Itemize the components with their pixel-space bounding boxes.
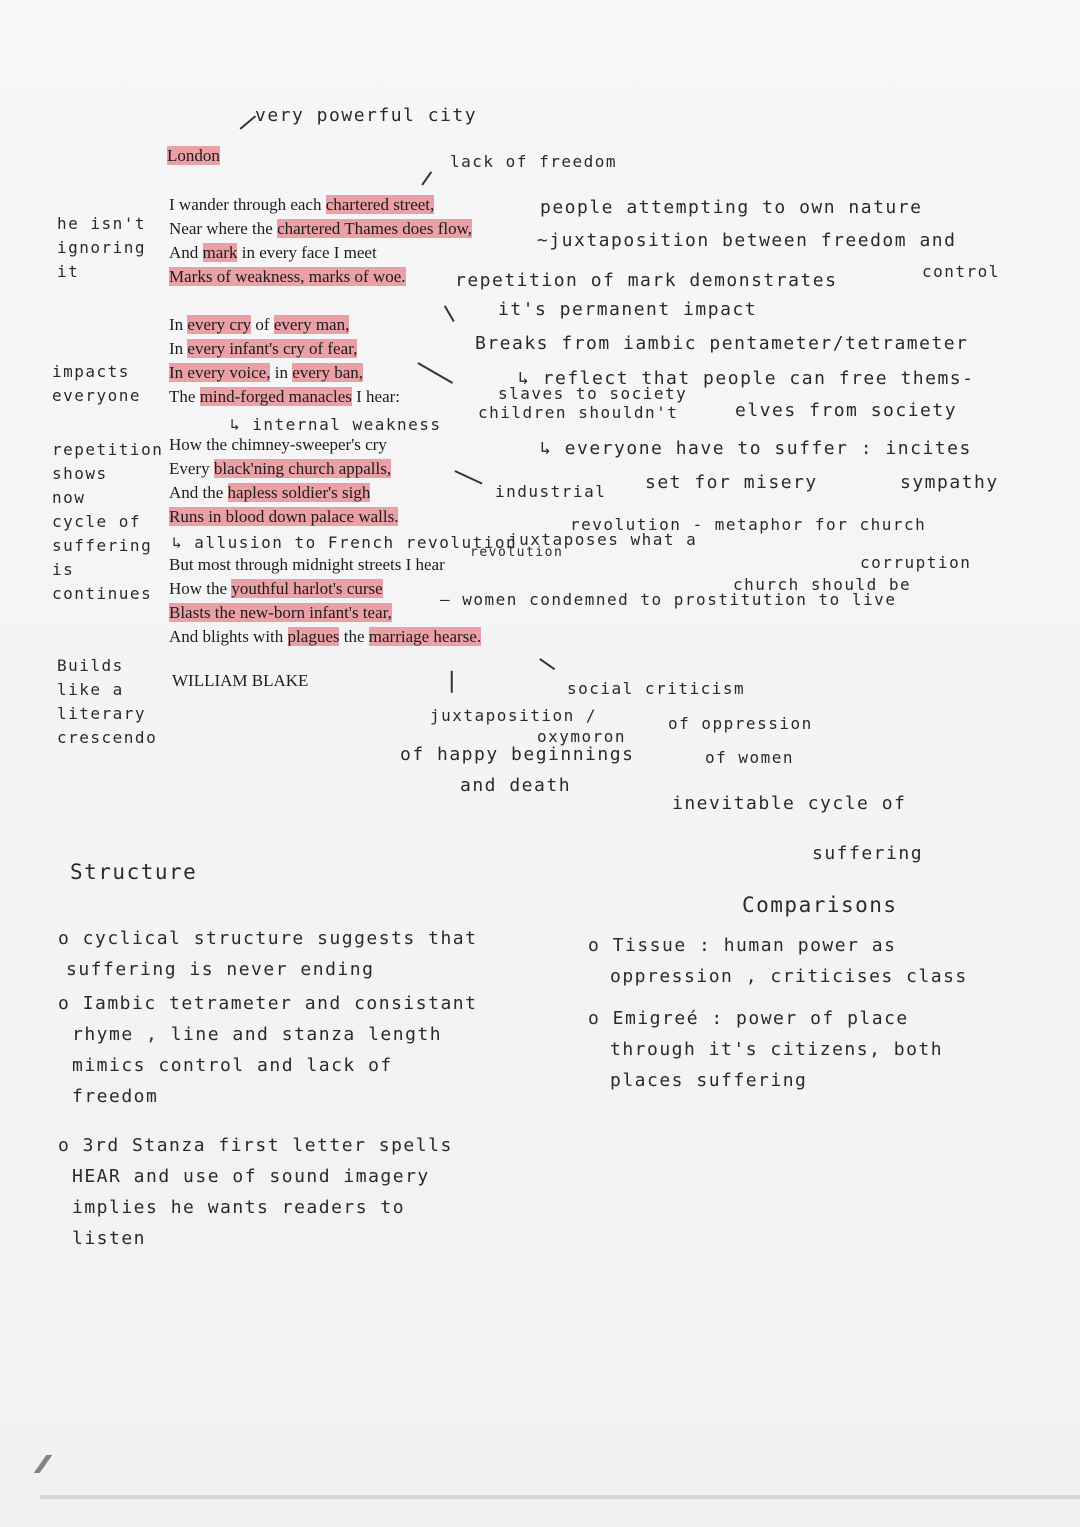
poem-text: How the chimney-sweeper's cry <box>169 435 387 454</box>
margin-note-impacts <box>52 362 141 410</box>
margin-note-line: continues <box>52 584 153 603</box>
comparison-line: o Tissue : human power as <box>588 935 897 956</box>
comparison-line: o Emigreé : power of place <box>588 1008 909 1029</box>
pen-stroke <box>421 171 431 185</box>
margin-note-line: repetition <box>52 440 164 459</box>
poem-text: In <box>169 315 188 334</box>
note-social-criticism: social criticism <box>567 679 746 698</box>
note-sympathy: sympathy <box>900 472 999 493</box>
poem-text: But most through midnight streets I hear <box>169 555 445 574</box>
poem-text: I wander through each <box>169 195 326 214</box>
note-everyone-suffer: ↳ everyone have to suffer : incites <box>540 438 972 459</box>
structure-line: o cyclical structure suggests that <box>58 928 478 949</box>
poem-line <box>169 313 349 337</box>
highlighted-phrase: youthful harlot's curse <box>231 579 383 598</box>
note-very-powerful: very powerful city <box>255 105 478 126</box>
poem-line <box>169 265 406 289</box>
poem-line <box>169 457 391 481</box>
poem-line <box>169 385 400 409</box>
poem-line <box>169 241 377 265</box>
structure-line: suffering is never ending <box>66 959 375 980</box>
poem-text: The <box>169 387 200 406</box>
highlighted-phrase: mind-forged manacles <box>199 387 352 406</box>
highlighted-phrase: Marks of weakness, marks of woe. <box>169 267 406 286</box>
poem-line <box>169 433 387 457</box>
note-oppression: of oppression <box>668 714 813 733</box>
poem-line <box>169 193 434 217</box>
note-allusion: ↳ allusion to French revolution <box>172 533 518 552</box>
margin-note-line: crescendo <box>57 728 158 747</box>
highlighted-phrase: Runs in blood down palace walls. <box>169 507 399 526</box>
note-and-death: and death <box>460 775 572 796</box>
poem-line <box>169 505 398 529</box>
poem-text: of <box>251 315 274 334</box>
highlighted-phrase: every ban, <box>292 363 364 382</box>
structure-line: freedom <box>72 1086 159 1107</box>
paper-fold-mark <box>34 1455 83 1473</box>
poem-line <box>169 577 383 601</box>
poem-text: in every face I meet <box>237 243 377 262</box>
margin-note-repetition <box>52 440 163 608</box>
comparison-line: places suffering <box>610 1070 808 1091</box>
note-suffering: suffering <box>812 843 924 864</box>
poem-line <box>169 601 392 625</box>
poem-text: How the <box>169 579 232 598</box>
margin-note-line: like a <box>57 680 124 699</box>
structure-line: HEAR and use of sound imagery <box>72 1166 430 1187</box>
pen-stroke <box>540 658 556 670</box>
poem-text: And the <box>169 483 228 502</box>
note-lack-freedom: lack of freedom <box>450 152 617 171</box>
highlighted-phrase: every man, <box>273 315 350 334</box>
structure-line: listen <box>72 1228 147 1249</box>
margin-note-line: he isn't <box>57 214 147 233</box>
poem-text: And blights with <box>169 627 288 646</box>
structure-line: mimics control and lack of <box>72 1055 393 1076</box>
poem-line <box>169 337 357 361</box>
poem-text: Every <box>169 459 214 478</box>
highlighted-phrase: Blasts the new-born infant's tear, <box>169 603 392 622</box>
note-juxtaposes: juxtaposes what a <box>508 530 698 549</box>
highlighted-phrase: chartered Thames does flow, <box>277 219 473 238</box>
poem-title: London <box>167 146 220 165</box>
margin-note-line: everyone <box>52 386 142 405</box>
comparisons-heading: Comparisons <box>742 893 898 917</box>
comparison-line: through it's citizens, both <box>610 1039 944 1060</box>
margin-note-ignoring <box>57 214 146 286</box>
poem-text: In <box>169 339 188 358</box>
poem-author: WILLIAM BLAKE <box>172 671 309 690</box>
note-juxtaposition: juxtaposition / <box>430 706 597 725</box>
note-control: control <box>922 262 1000 281</box>
poem-text: And <box>169 243 203 262</box>
margin-note-line: impacts <box>52 362 130 381</box>
structure-line: o 3rd Stanza first letter spells <box>58 1135 453 1156</box>
margin-note-line: suffering <box>52 536 153 555</box>
pen-stroke <box>455 470 483 484</box>
poem-text: in <box>270 363 293 382</box>
highlighted-phrase: In every voice, <box>169 363 271 382</box>
pen-stroke <box>240 115 256 129</box>
margin-note-line: it <box>57 262 80 281</box>
note-industrial: industrial <box>495 482 607 501</box>
pen-stroke <box>451 671 453 693</box>
note-repetition-mark: repetition of mark demonstrates <box>455 270 838 291</box>
highlighted-phrase: every cry <box>187 315 252 334</box>
poem-line <box>169 217 472 241</box>
margin-note-line: cycle of <box>52 512 142 531</box>
note-women-condemned: — women condemned to prostitution to live <box>440 590 897 609</box>
note-corruption: corruption <box>860 553 972 572</box>
note-breaks-iambic: Breaks from iambic pentameter/tetrameter <box>475 333 969 354</box>
note-reflect: ↳ reflect that people can free thems- <box>518 368 975 389</box>
highlighted-phrase: marriage hearse. <box>368 627 482 646</box>
poem-line <box>169 481 370 505</box>
note-people-own: people attempting to own nature <box>540 197 923 218</box>
structure-line: o Iambic tetrameter and consistant <box>58 993 478 1014</box>
note-church-should: church should be <box>733 575 912 594</box>
structure-line: rhyme , line and stanza length <box>72 1024 443 1045</box>
highlighted-phrase: mark <box>202 243 238 262</box>
note-revolution-metaphor: revolution - metaphor for church <box>570 515 927 534</box>
margin-note-line: literary <box>57 704 147 723</box>
note-selves: elves from society <box>735 400 958 421</box>
page-edge-shadow <box>40 1495 1080 1499</box>
poem-text: Near where the <box>169 219 278 238</box>
margin-note-line: shows <box>52 464 108 483</box>
pen-stroke <box>418 362 453 383</box>
note-inevitable: inevitable cycle of <box>672 793 907 814</box>
poem-text: I hear: <box>351 387 400 406</box>
highlighted-phrase: hapless soldier's sigh <box>227 483 371 502</box>
note-slaves: slaves to society <box>498 384 688 403</box>
poem-line <box>169 361 363 385</box>
note-internal-weakness: ↳ internal weakness <box>230 415 442 434</box>
note-set-for-misery: set for misery <box>645 472 818 493</box>
highlighted-phrase: black'ning church appalls, <box>213 459 392 478</box>
highlighted-phrase: every infant's cry of fear, <box>187 339 358 358</box>
note-children: children shouldn't <box>478 403 679 422</box>
poem-line <box>169 553 445 577</box>
comparison-line: oppression , criticises class <box>610 966 968 987</box>
note-of-women: of women <box>705 748 795 767</box>
margin-note-crescendo <box>57 656 157 752</box>
highlighted-phrase: plagues <box>287 627 340 646</box>
note-oxymoron: oxymoron <box>537 727 627 746</box>
margin-note-line: Builds <box>57 656 124 675</box>
note-happy-beginnings: of happy beginnings <box>400 744 635 765</box>
structure-heading: Structure <box>70 860 198 884</box>
poem-text: the <box>339 627 369 646</box>
note-juxta-freedom: ~juxtaposition between freedom and <box>537 230 957 251</box>
margin-note-line: now <box>52 488 86 507</box>
highlighted-phrase: chartered street, <box>325 195 435 214</box>
note-revolution-small: revolution <box>470 545 564 560</box>
structure-line: implies he wants readers to <box>72 1197 406 1218</box>
margin-note-line: is <box>52 560 75 579</box>
pen-stroke <box>444 305 454 321</box>
margin-note-line: ignoring <box>57 238 147 257</box>
note-permanent-impact: it's permanent impact <box>498 299 758 320</box>
poem-line <box>169 625 481 649</box>
